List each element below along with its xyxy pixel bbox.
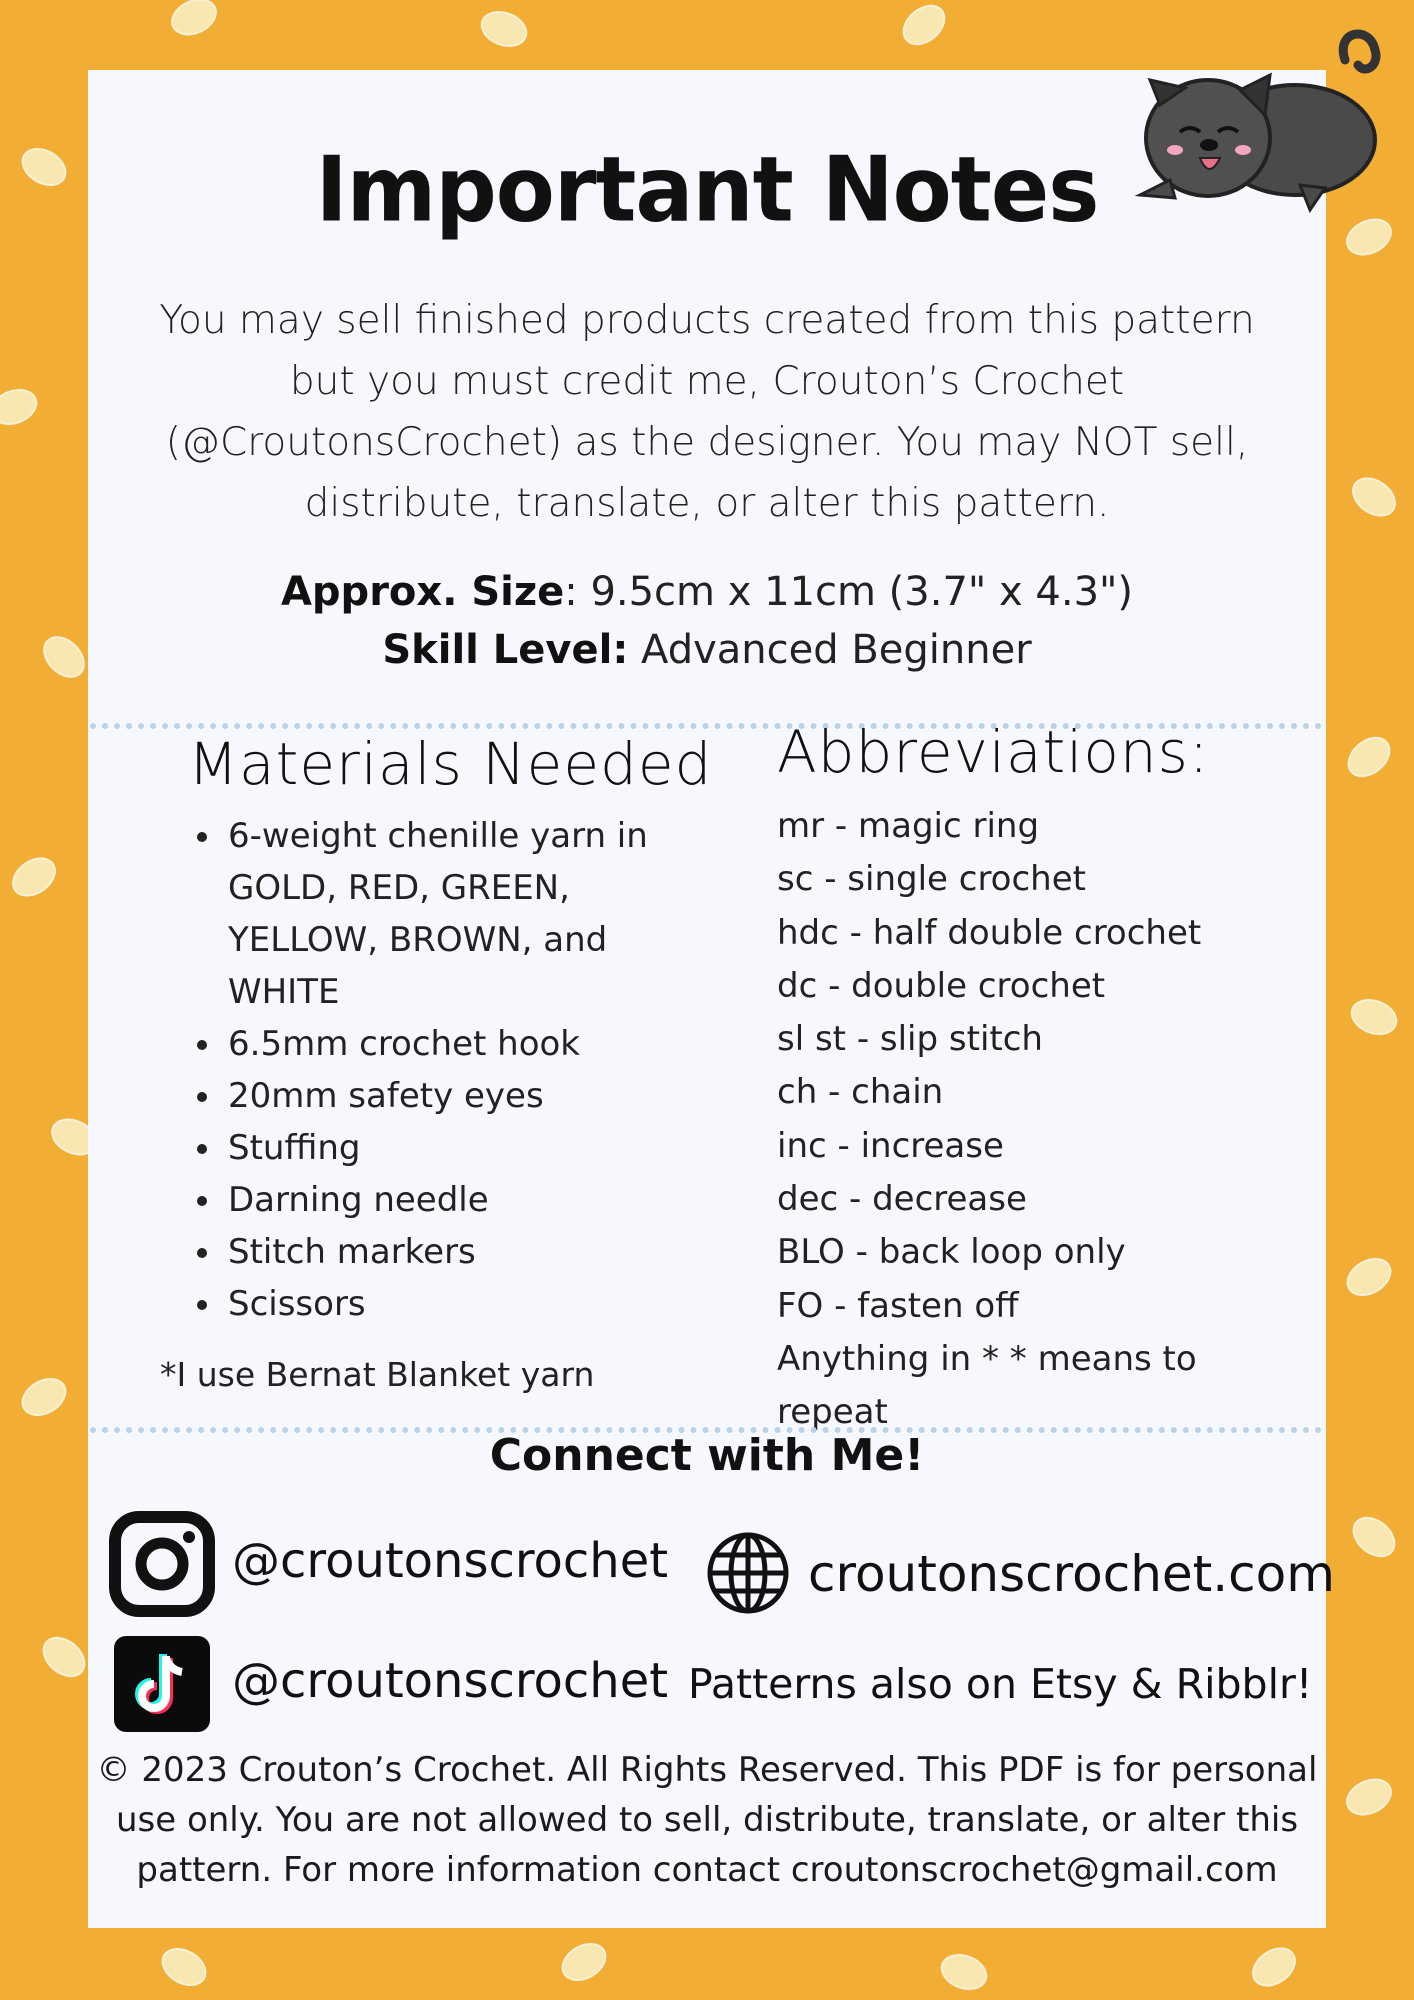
tiktok-icon[interactable] xyxy=(114,1636,210,1732)
list-item: sc - single crochet xyxy=(777,859,1086,900)
seed-decoration xyxy=(5,849,64,904)
globe-icon[interactable] xyxy=(705,1530,791,1616)
etsy-ribblr-note: Patterns also on Etsy & Ribblr! xyxy=(688,1660,1313,1708)
list-item: • Stitch markers xyxy=(224,1226,694,1278)
pattern-specs xyxy=(0,563,1414,679)
tiktok-handle[interactable]: @croutonscrochet xyxy=(232,1653,669,1709)
skill-label: Skill Level: xyxy=(382,627,629,673)
website-link[interactable]: croutonscrochet.com xyxy=(808,1545,1335,1603)
list-item: ch - chain xyxy=(777,1072,944,1113)
seed-decoration xyxy=(35,1629,94,1686)
skill-line xyxy=(0,621,1414,679)
seed-decoration xyxy=(936,1948,993,1996)
usage-notice: You may sell finished products created from this pattern but you must credit me, Crouton’s Crochet (@CroutonsCrochet) as the designer. You may NOT sell, distribute, translate, or alter this pattern. xyxy=(159,298,1255,526)
seed-decoration xyxy=(1340,1250,1399,1303)
list-item: dc - double crochet xyxy=(777,965,1106,1006)
yarn-note: *I use Bernat Blanket yarn xyxy=(160,1355,595,1394)
abbreviations-heading: Abbreviations: xyxy=(777,718,1210,786)
seed-decoration xyxy=(155,1940,214,1993)
list-item: • 6-weight chenille yarn in GOLD, RED, GREEN, YELLOW, BROWN, and WHITE xyxy=(224,810,694,1018)
seed-decoration xyxy=(895,0,954,53)
list-item: • 20mm safety eyes xyxy=(224,1070,694,1122)
list-item: BLO - back loop only xyxy=(777,1232,1126,1273)
list-item: • Scissors xyxy=(224,1278,694,1330)
size-line xyxy=(0,563,1414,621)
list-item: inc - increase xyxy=(777,1125,1004,1166)
instagram-icon[interactable] xyxy=(108,1510,216,1618)
page-title: Important Notes xyxy=(315,137,1099,243)
seed-decoration xyxy=(165,0,223,43)
materials-list xyxy=(190,810,694,1330)
list-item: mr - magic ring xyxy=(777,806,1040,846)
seed-decoration xyxy=(1340,1771,1398,1822)
copyright-footer: © 2023 Crouton’s Crochet. All Rights Reserved. This PDF is for personal use only. You are not allowed to sell, distribute, translate, or alter this pattern. For more information contact croutonscrochet@gmail.com xyxy=(96,1750,1318,1890)
connect-heading: Connect with Me! xyxy=(489,1430,925,1481)
list-item: • 6.5mm crochet hook xyxy=(224,1018,694,1070)
seed-decoration xyxy=(1345,1509,1404,1566)
materials-heading: Materials Needed xyxy=(188,730,713,798)
size-label: Approx. Size xyxy=(280,569,565,615)
seed-decoration xyxy=(1340,729,1399,786)
seed-decoration xyxy=(476,5,533,53)
skill-value: Advanced Beginner xyxy=(628,627,1032,673)
list-item: hdc - half double crochet xyxy=(777,912,1202,953)
seed-decoration xyxy=(0,383,42,431)
seed-decoration xyxy=(555,1935,614,1988)
size-value: : 9.5cm x 11cm (3.7" x 4.3") xyxy=(564,569,1134,615)
instagram-handle[interactable]: @croutonscrochet xyxy=(232,1533,669,1589)
list-item: Anything in * * means to repeat xyxy=(777,1338,1197,1433)
seed-decoration xyxy=(1345,469,1404,524)
list-item: sl st - slip stitch xyxy=(777,1019,1043,1060)
seed-decoration xyxy=(1245,1939,1304,1994)
list-item: • Stuffing xyxy=(224,1122,694,1174)
list-item: dec - decrease xyxy=(777,1179,1027,1220)
seed-decoration xyxy=(1346,993,1403,1041)
abbreviations-list xyxy=(777,800,1317,1440)
seed-decoration xyxy=(15,1370,74,1423)
list-item: • Darning needle xyxy=(224,1174,694,1226)
list-item: FO - fasten off xyxy=(777,1285,1019,1326)
